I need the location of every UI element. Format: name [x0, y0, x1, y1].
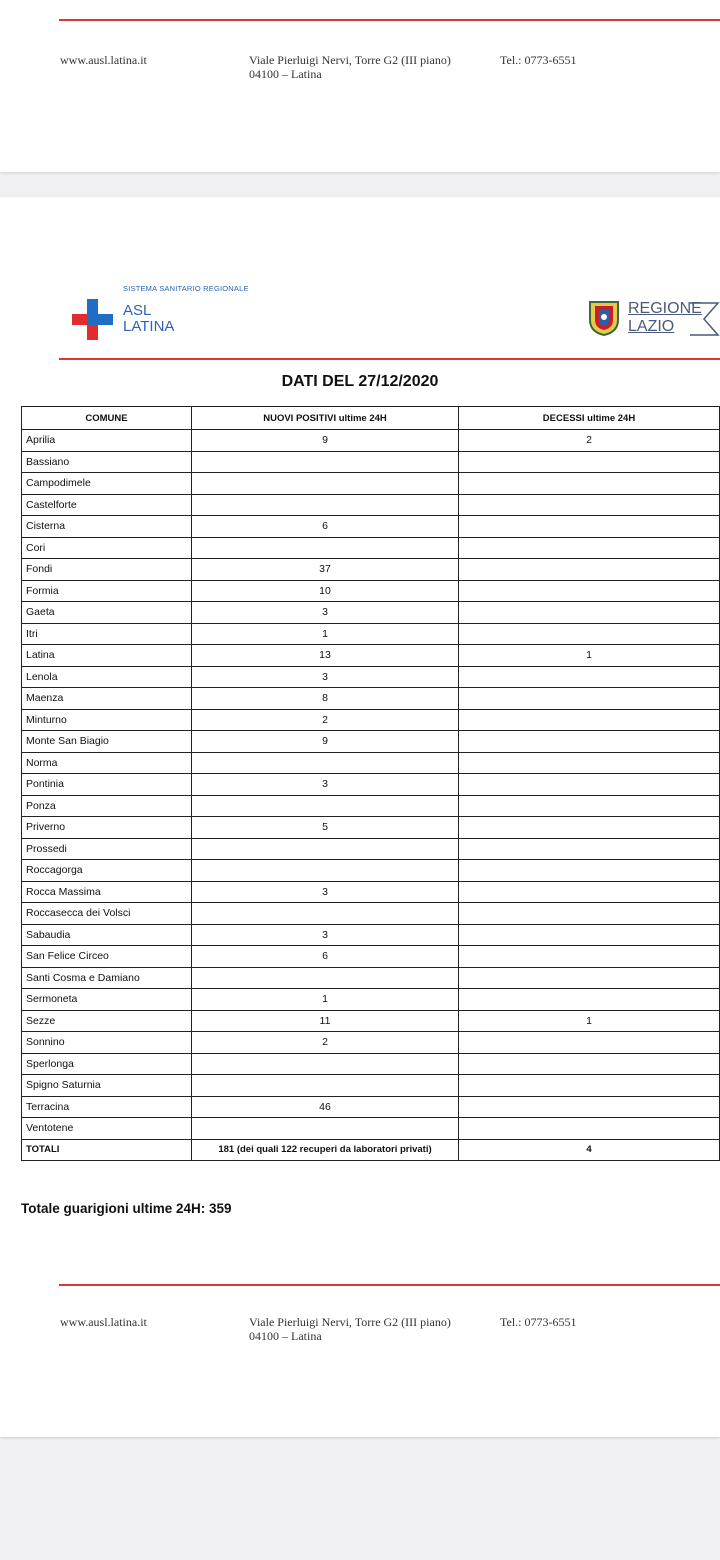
cell-decessi	[459, 989, 720, 1011]
cell-comune: Rocca Massima	[22, 881, 192, 903]
footer-phone: Tel.: 0773-6551	[500, 53, 577, 67]
cell-comune: Santi Cosma e Damiano	[22, 967, 192, 989]
table-row	[22, 473, 720, 495]
table-row	[22, 537, 720, 559]
cell-positivi	[192, 1075, 459, 1097]
table-row	[22, 645, 720, 667]
cell-positivi: 3	[192, 881, 459, 903]
system-label: SISTEMA SANITARIO REGIONALE	[123, 284, 249, 293]
cell-decessi	[459, 903, 720, 925]
cell-decessi	[459, 451, 720, 473]
column-header-decessi: DECESSI ultime 24H	[459, 407, 720, 430]
table-row	[22, 989, 720, 1011]
cell-comune: Pontinia	[22, 774, 192, 796]
cell-comune: Formia	[22, 580, 192, 602]
cell-comune: Maenza	[22, 688, 192, 710]
cell-comune: Sperlonga	[22, 1053, 192, 1075]
table-row	[22, 623, 720, 645]
table-row	[22, 903, 720, 925]
cell-positivi: 10	[192, 580, 459, 602]
cell-decessi	[459, 946, 720, 968]
cell-comune: Minturno	[22, 709, 192, 731]
cell-comune: Campodimele	[22, 473, 192, 495]
totals-label: TOTALI	[22, 1139, 192, 1161]
cell-comune: Terracina	[22, 1096, 192, 1118]
cell-comune: Norma	[22, 752, 192, 774]
table-row	[22, 494, 720, 516]
table-row	[22, 1010, 720, 1032]
cell-comune: Roccagorga	[22, 860, 192, 882]
cell-positivi: 1	[192, 989, 459, 1011]
cell-positivi	[192, 494, 459, 516]
cell-comune: Priverno	[22, 817, 192, 839]
column-header-positivi: NUOVI POSITIVI ultime 24H	[192, 407, 459, 430]
cell-positivi: 3	[192, 666, 459, 688]
report-title: DATI DEL 27/12/2020	[281, 373, 439, 390]
header-divider	[59, 358, 720, 360]
cell-positivi	[192, 451, 459, 473]
cell-positivi: 8	[192, 688, 459, 710]
column-header-comune: COMUNE	[22, 407, 192, 430]
cell-comune: Spigno Saturnia	[22, 1075, 192, 1097]
cell-comune: Ventotene	[22, 1118, 192, 1140]
header-divider	[59, 19, 720, 21]
footer-address	[249, 1315, 451, 1343]
report-page	[0, 197, 720, 1437]
cell-positivi: 9	[192, 430, 459, 452]
cell-comune: Ponza	[22, 795, 192, 817]
table-row	[22, 838, 720, 860]
cell-comune: Prossedi	[22, 838, 192, 860]
asl-logo-text-line2: LATINA	[123, 318, 175, 335]
cell-positivi: 37	[192, 559, 459, 581]
cell-comune: Sonnino	[22, 1032, 192, 1054]
cell-positivi: 6	[192, 946, 459, 968]
cell-positivi: 3	[192, 924, 459, 946]
region-logo-text-line2: LAZIO	[628, 318, 675, 335]
cell-decessi	[459, 473, 720, 495]
cell-decessi	[459, 666, 720, 688]
cell-decessi	[459, 602, 720, 624]
cell-decessi	[459, 752, 720, 774]
table-row	[22, 688, 720, 710]
cell-comune: Sabaudia	[22, 924, 192, 946]
table-row	[22, 817, 720, 839]
cell-positivi	[192, 1053, 459, 1075]
cell-decessi	[459, 537, 720, 559]
region-logo-text-line1: REGIONE	[628, 300, 702, 317]
footer-address	[249, 53, 451, 81]
cell-positivi: 11	[192, 1010, 459, 1032]
cell-comune: Lenola	[22, 666, 192, 688]
cell-comune: Bassiano	[22, 451, 192, 473]
cell-positivi	[192, 967, 459, 989]
cell-comune: Sermoneta	[22, 989, 192, 1011]
cell-decessi	[459, 559, 720, 581]
cell-decessi: 2	[459, 430, 720, 452]
table-row	[22, 451, 720, 473]
table-row	[22, 1118, 720, 1140]
lazio-emblem-icon	[587, 298, 621, 336]
cell-positivi	[192, 903, 459, 925]
footer-address-line1: Viale Pierluigi Nervi, Torre G2 (III piano)	[249, 53, 451, 67]
table-row	[22, 752, 720, 774]
footer-phone: Tel.: 0773-6551	[500, 1315, 577, 1329]
cell-positivi: 3	[192, 602, 459, 624]
cell-comune: Sezze	[22, 1010, 192, 1032]
covid-data-table	[21, 406, 720, 1161]
footer-divider	[59, 1284, 720, 1286]
table-row	[22, 774, 720, 796]
cell-decessi	[459, 967, 720, 989]
cell-positivi: 46	[192, 1096, 459, 1118]
table-row	[22, 709, 720, 731]
table-row	[22, 881, 720, 903]
table-row	[22, 795, 720, 817]
cell-comune: Gaeta	[22, 602, 192, 624]
cell-decessi	[459, 817, 720, 839]
cell-decessi: 1	[459, 645, 720, 667]
cell-decessi	[459, 1075, 720, 1097]
cell-decessi	[459, 709, 720, 731]
asl-logo-text-line1: ASL	[123, 302, 152, 319]
cell-comune: Castelforte	[22, 494, 192, 516]
table-row	[22, 1075, 720, 1097]
cell-comune: Latina	[22, 645, 192, 667]
region-chevron-icon	[690, 301, 720, 337]
totals-positivi: 181 (dei quali 122 recuperi da laboratori privati)	[192, 1139, 459, 1161]
cell-decessi	[459, 688, 720, 710]
cell-decessi	[459, 774, 720, 796]
table-row	[22, 860, 720, 882]
cell-positivi: 6	[192, 516, 459, 538]
table-row	[22, 430, 720, 452]
totals-decessi: 4	[459, 1139, 720, 1161]
cell-decessi	[459, 516, 720, 538]
table-row	[22, 602, 720, 624]
cell-positivi: 9	[192, 731, 459, 753]
cell-decessi	[459, 1118, 720, 1140]
footer-address-line2: 04100 – Latina	[249, 1329, 322, 1343]
table-row	[22, 1053, 720, 1075]
cell-positivi: 5	[192, 817, 459, 839]
cell-positivi: 1	[192, 623, 459, 645]
cell-decessi	[459, 838, 720, 860]
cell-positivi: 3	[192, 774, 459, 796]
cell-decessi	[459, 580, 720, 602]
cell-comune: Cori	[22, 537, 192, 559]
cell-decessi	[459, 494, 720, 516]
page-header	[60, 275, 720, 345]
table-row	[22, 516, 720, 538]
cell-comune: Roccasecca dei Volsci	[22, 903, 192, 925]
cell-decessi	[459, 924, 720, 946]
cell-positivi: 2	[192, 709, 459, 731]
footer-address-line1: Viale Pierluigi Nervi, Torre G2 (III piano)	[249, 1315, 451, 1329]
table-row	[22, 731, 720, 753]
asl-cross-logo-icon	[72, 299, 113, 340]
cell-positivi	[192, 795, 459, 817]
cell-comune: Fondi	[22, 559, 192, 581]
cell-positivi: 13	[192, 645, 459, 667]
cell-positivi	[192, 537, 459, 559]
table-row	[22, 1096, 720, 1118]
cell-decessi	[459, 860, 720, 882]
cell-decessi: 1	[459, 1010, 720, 1032]
cell-decessi	[459, 881, 720, 903]
table-body	[22, 430, 720, 1140]
footer-website[interactable]: www.ausl.latina.it	[60, 53, 147, 67]
footer-website[interactable]: www.ausl.latina.it	[60, 1315, 147, 1329]
totals-row	[22, 1139, 720, 1161]
cell-positivi	[192, 838, 459, 860]
cell-comune: San Felice Circeo	[22, 946, 192, 968]
table-row	[22, 967, 720, 989]
cell-positivi: 2	[192, 1032, 459, 1054]
cell-comune: Monte San Biagio	[22, 731, 192, 753]
cell-comune: Cisterna	[22, 516, 192, 538]
cell-decessi	[459, 731, 720, 753]
table-row	[22, 666, 720, 688]
cell-decessi	[459, 1096, 720, 1118]
cell-decessi	[459, 1032, 720, 1054]
cell-comune: Itri	[22, 623, 192, 645]
cell-comune: Aprilia	[22, 430, 192, 452]
table-row	[22, 559, 720, 581]
recoveries-summary: Totale guarigioni ultime 24H: 359	[21, 1201, 232, 1216]
cell-positivi	[192, 752, 459, 774]
table-header-row	[22, 407, 720, 430]
table-row	[22, 1032, 720, 1054]
cell-decessi	[459, 1053, 720, 1075]
table-row	[22, 580, 720, 602]
table-row	[22, 946, 720, 968]
cell-decessi	[459, 795, 720, 817]
previous-page	[0, 0, 720, 172]
table-row	[22, 924, 720, 946]
footer-address-line2: 04100 – Latina	[249, 67, 322, 81]
cell-positivi	[192, 473, 459, 495]
cell-positivi	[192, 860, 459, 882]
cell-decessi	[459, 623, 720, 645]
cell-positivi	[192, 1118, 459, 1140]
